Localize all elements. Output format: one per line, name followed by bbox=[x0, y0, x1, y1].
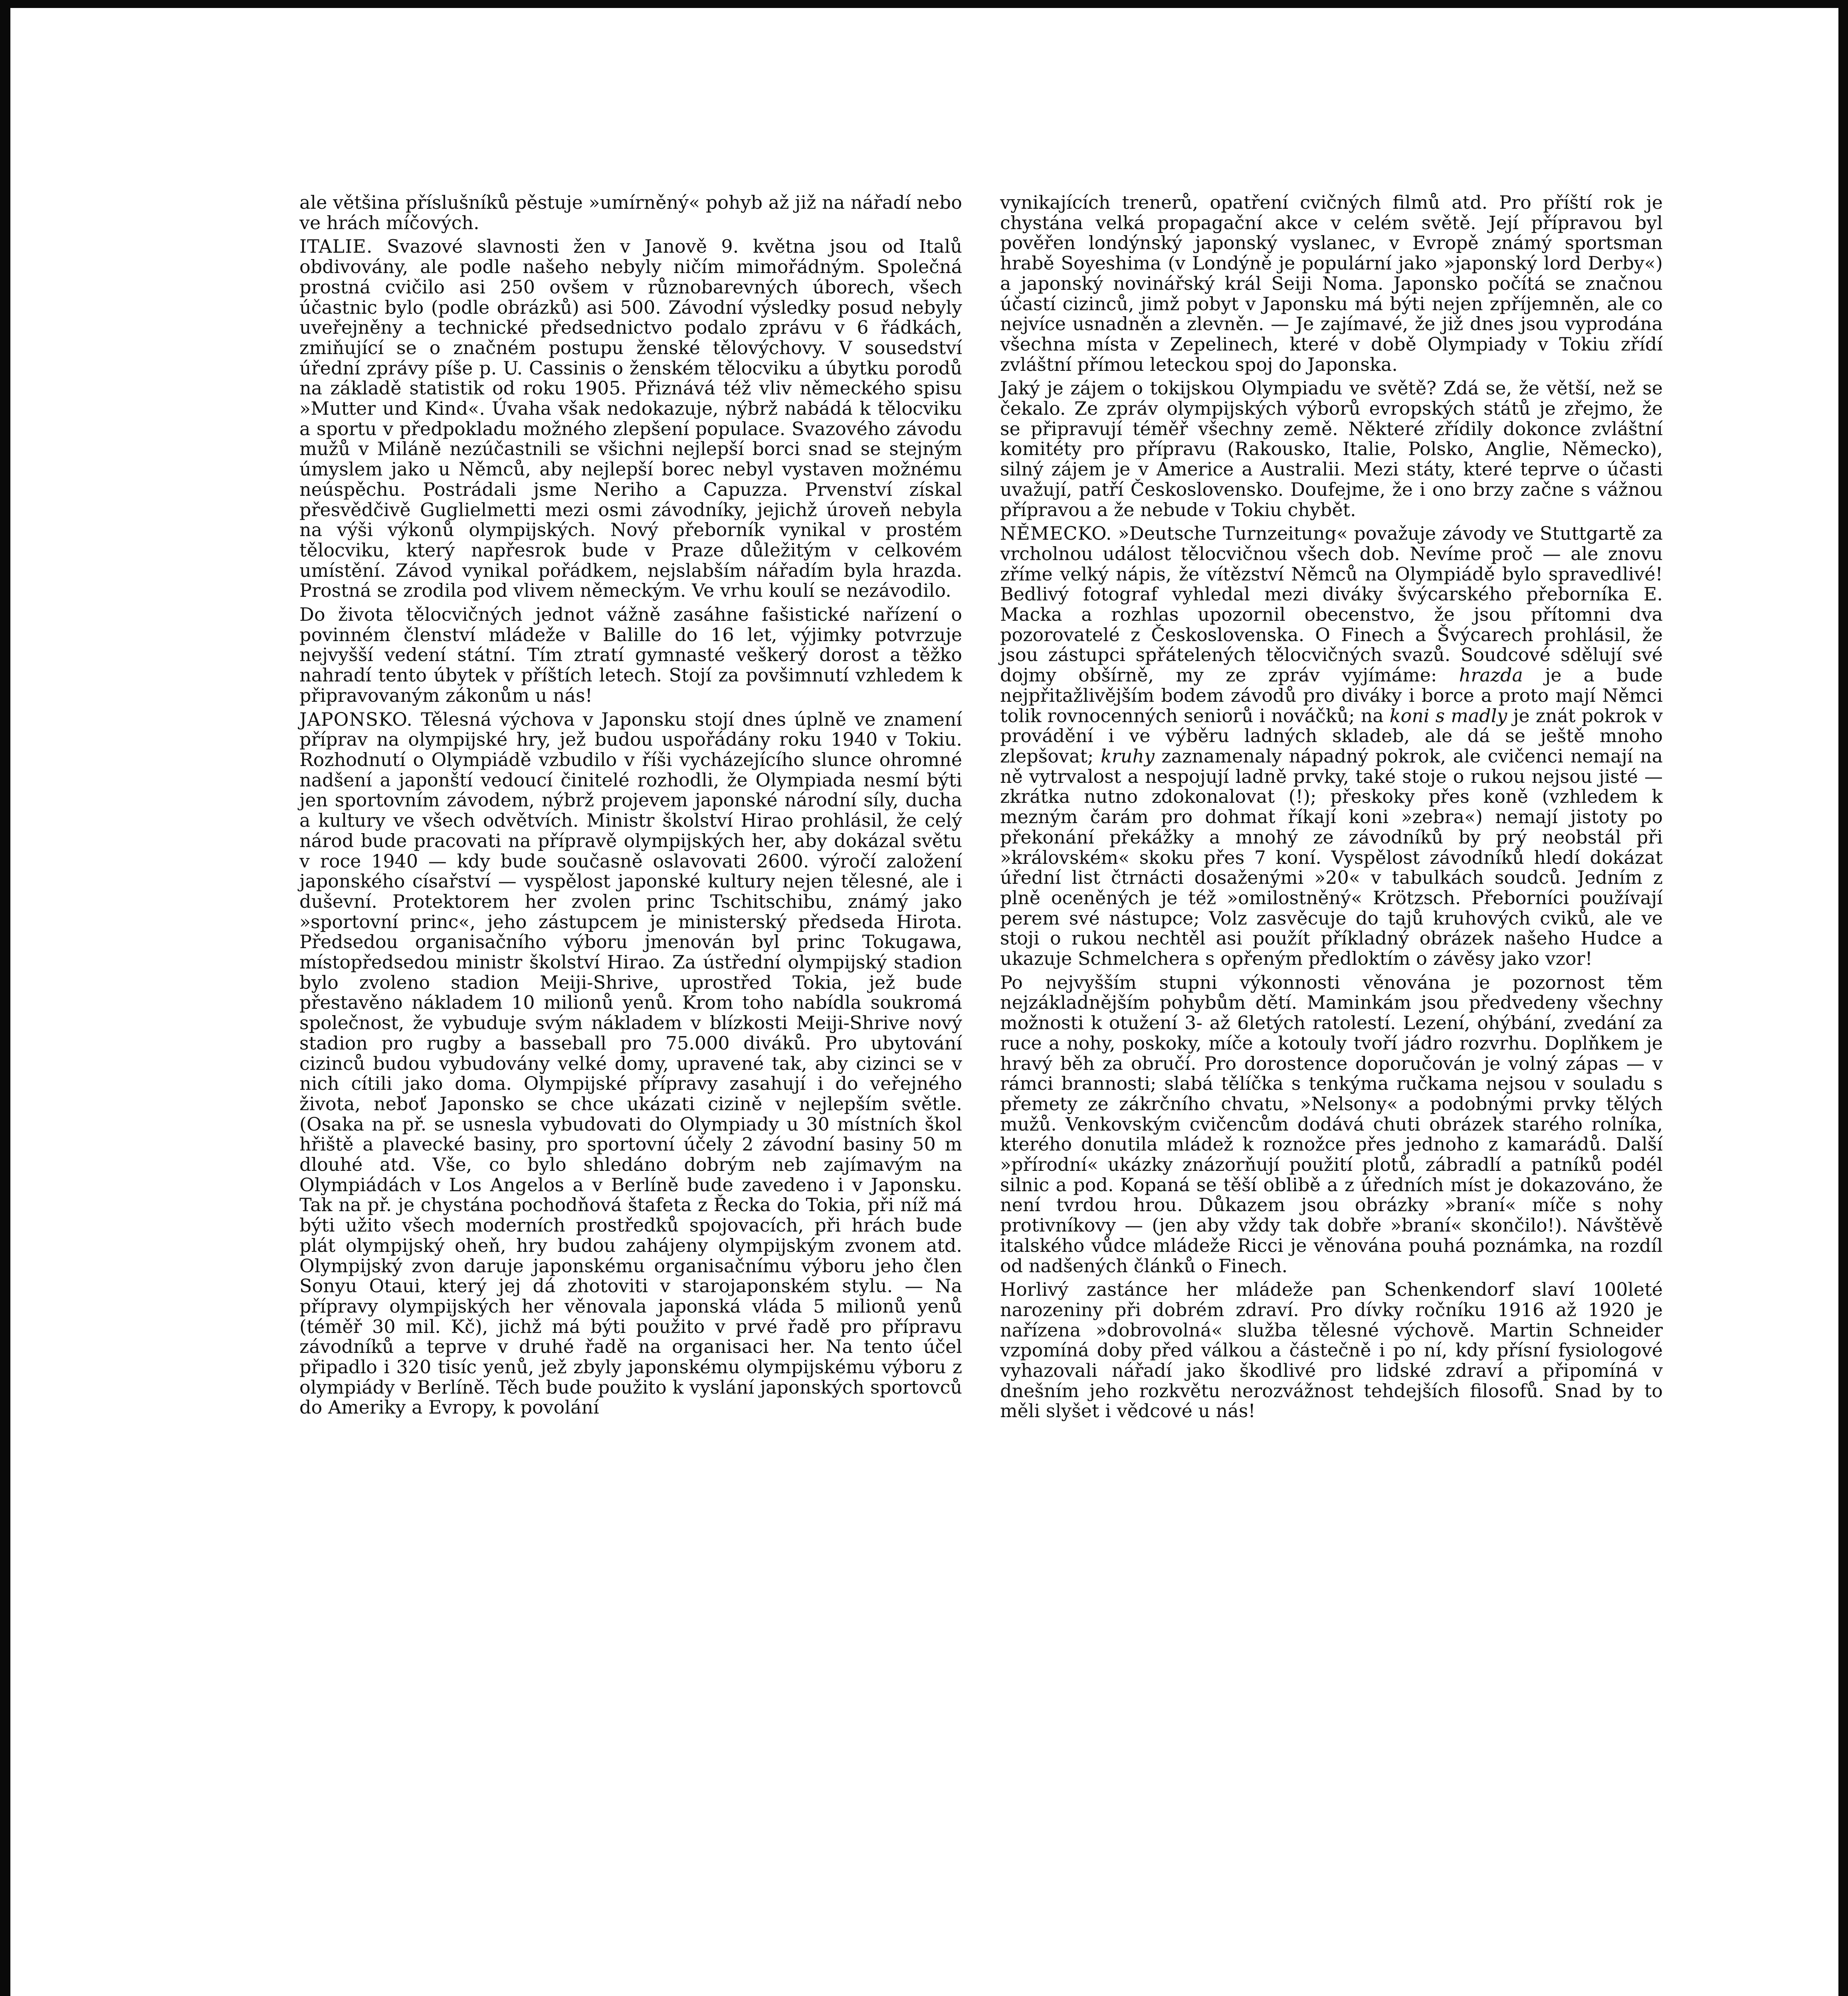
paragraph-zajem-olympiada bbox=[1000, 378, 1663, 520]
section-heading-japonsko: JAPONSKO. bbox=[299, 708, 413, 730]
paragraph-text: Horlivý zastánce her mládeže pan Schenkendorf slaví 100leté narozeniny při dobrém zdraví. Pro dívky ročníku 1916 až 1920 je nařízena »dobrovolná« služba tělesné výchově. Martin Schneider vzpomíná doby před válkou a částečně i po ní, kdy přísní fysiologové vyhazovali nářadí jako škodlivé pro lidské zdraví a připomíná v dnešním jeho rozkvětu nerozvážnost tehdejších filosofů. Snad by to měli slyšet i vědcové u nás! bbox=[1000, 1279, 1663, 1422]
paragraph-continuation bbox=[299, 192, 962, 233]
section-text-italie: Svazové slavnosti žen v Janově 9. května jsou od Italů obdivovány, ale podle našeho nebyly ničím mimořádným. Společná prostná cvičilo asi 250 ovšem v různobarevných úborech, všech účastnic bylo (podle obrázků) asi 500. Závodní výsledky posud nebyly uveřejněny a technické předsednictvo podalo zprávu v 6 řádkách, zmiňující se o značném postupu ženské tělovýchovy. V sousedství úřední zprávy píše p. U. Cassinis o ženském tělocviku a úbytku porodů na základě statistik od roku 1905. Přiznává též vliv německého spisu »Mutter und Kind«. Úvaha však nedokazuje, nýbrž nabádá k tělocviku a sportu v předpokladu možného zlepšení populace. Svazového závodu mužů v Miláně nezúčastnili se všichni nejlepší borci snad se stejným úmyslem jako u Němců, aby nejlepší borec nebyl vystaven možnému neúspěchu. Postrádali jsme Neriho a Capuzza. Prvenství získal přesvědčivě Guglielmetti mezi osmi závodníky, jejichž úroveň nebyla na výši výkonů olympijských. Nový přeborník vynikal v prostém tělocviku, který napřesrok bude v Praze důležitým v celkovém umístění. Závod vynikal pořádkem, nejslabším nářadím byla hrazda. Prostná se zrodila pod vlivem německým. Ve vrhu koulí se nezávodilo. bbox=[299, 236, 962, 602]
emphasis-kruhy: kruhy bbox=[1100, 745, 1155, 767]
paragraph-text: Po nejvyšším stupni výkonnosti věnována je pozornost těm nejzákladnějším pohybům dětí. Maminkám jsou předvedeny všechny možnosti k otužení 3- až 6letých ratolestí. Lezení, ohýbání, zvedání za ruce a nohy, poskoky, míče a kotouly tvoří jádro rozvrhu. Doplňkem je hravý běh za obručí. Pro dorostence doporučován je volný zápas — v rámci brannosti; slabá tělíčka s tenkýma ručkama nejsou v souladu s přemety ze zákrčního chvatu, »Nelsony« a podobnými prvky tělých mužů. Venkovským cvičencům dodává chuti obrázek starého rolníka, kterého donutila mládež k roznožce přes jednoho z kamarádů. Další »přírodní« ukázky znázorňují použití plotů, zábradlí a patníků podél silnic a pod. Kopaná se těší oblibě a z úředních míst je dokazováno, že není tvrdou hrou. Důkazem jsou obrázky »braní« míče s nohy protivníkovy — (jen aby vždy tak dobře »braní« skončilo!). Návštěvě italského vůdce mládeže Ricci je věnována pouhá poznámka, na rozdíl od nadšených článků o Finech. bbox=[1000, 971, 1663, 1277]
section-heading-italie: ITALIE. bbox=[299, 236, 373, 257]
section-italie bbox=[299, 236, 962, 601]
paragraph-text: Do života tělocvičných jednot vážně zasáhne fašistické nařízení o povinném členství mládeže v Balille do 16 let, výjimky potvrzuje nejvyšší vedení státní. Tím ztratí gymnasté veškerý dorost a těžko nahradí tento úbytek v příštích letech. Stojí za povšimnutí vzhledem k připravovaným zákonům u nás! bbox=[299, 604, 962, 706]
paragraph-balilla bbox=[299, 604, 962, 706]
paragraph-schenkendorf bbox=[1000, 1279, 1663, 1421]
paragraph-text: ale většina příslušníků pěstuje »umírněný« pohyb až již na nářadí nebo ve hrách míčových. bbox=[299, 192, 962, 234]
emphasis-hrazda: hrazda bbox=[1459, 664, 1523, 686]
section-text-nemecko-a: »Deutsche Turnzeitung« považuje závody ve Stuttgartě za vrcholnou událost tělocvičnou všech dob. Nevíme proč — ale znovu zříme velký nápis, že vítězství Němců na Olympiádě bylo spravedlivé! Bedlivý fotograf vyhledal mezi diváky švýcarského přeborníka E. Macka a rozhlas upozornil obecenstvo, že jsou přítomni dva pozorovatelé z Československa. O Finech a Švýcarech prohlásil, že jsou zástupci spřátelených tělocvičných svazů. Soudcové sdělují své dojmy obšírně, my ze zpráv vyjímáme: bbox=[1000, 523, 1663, 686]
section-text-nemecko-b: je a bude nejpřitažlivějším bodem závodů pro diváky i borce a proto mají Němci tolik rovnocenných seniorů i nováčků; na bbox=[1000, 664, 1663, 727]
right-column bbox=[1000, 192, 1663, 1425]
left-column bbox=[299, 192, 962, 1421]
paragraph-japonsko-continued bbox=[1000, 192, 1663, 374]
section-text-japonsko: Tělesná výchova v Japonsku stojí dnes úplně ve znamení příprav na olympijské hry, jež budou uspořádány roku 1940 v Tokiu. Rozhodnutí o Olympiádě vzbudilo v říši vycházejícího slunce ohromné nadšení a japonští vedoucí činitelé rozhodli, že Olympiada nesmí býti jen sportovním závodem, nýbrž projevem japonské národní síly, ducha a kultury ve všech odvětvích. Ministr školství Hirao prohlásil, že celý národ bude pracovati na přípravě olympijských her, aby dokázal světu v roce 1940 — kdy bude současně oslavovati 2600. výročí založení japonského císařství — vyspělost japonské kultury nejen tělesné, ale i duševní. Protektorem her zvolen princ Tschitschibu, známý jako »sportovní princ«, jeho zástupcem je ministerský předseda Hirota. Předsedou organisačního výboru jmenován byl princ Tokugawa, místopředsedou ministr školství Hirao. Za ústřední olympijský stadion bylo zvoleno stadion Meiji-Shrive, uprostřed Tokia, jež bude přestavěno nákladem 10 milionů yenů. Krom toho nabídla soukromá společnost, že vybuduje svým nákladem v blízkosti Meiji-Shrive nový stadion pro rugby a basseball pro 75.000 diváků. Pro ubytování cizinců budou vybudovány velké domy, upravené tak, aby cizinci se v nich cítili jako doma. Olympijské přípravy zasahují i do veřejného života, neboť Japonsko se chce ukázati cizině v nejlepším světle. (Osaka na př. se usnesla vybudovati do Olympiady u 30 místních škol hřiště a plavecké basiny, pro sportovní účely 2 závodní basiny 50 m dlouhé atd. Vše, co bylo shledáno dobrým neb zajímavým na Olympiádách v Los Angelos a v Berlíně bude zavedeno i v Japonsku. Tak na př. je chystána pochodňová štafeta z Řecka do Tokia, při níž má býti užito všech moderních prostředků spojovacích, při hrách bude plát olympijský oheň, hry budou zahájeny olympijským zvonem atd. Olympijský zvon daruje japonskému organisačnímu výboru jeho člen Sonyu Otaui, který jej dá zhotoviti v starojaponském stylu. — Na přípravy olympijských her věnovala japonská vláda 5 milionů yenů (téměř 30 mil. Kč), jichž má býti použito v prvé řadě pro přípravu závodníků a teprve v druhé řadě na organisaci her. Na tento účel připadlo i 320 tisíc yenů, jež zbyly japonskému olympijskému výboru z olympiády v Berlíně. Těch bude použito k vyslání japonských sportovců do Ameriky a Evropy, k povolání bbox=[299, 708, 962, 1418]
section-text-nemecko-c: je znát pokrok v provádění i ve výběru ladných skladeb, ale dá se ještě mnoho zlepšovat; bbox=[1000, 705, 1663, 767]
section-text-nemecko-d: zaznamenaly nápadný pokrok, ale cvičenci nemají na ně vytrvalost a nespojují ladně prvky, také stoje o rukou nejsou jisté — zkrátka nutno zdokonalovat (!); přeskoky přes koně (vzhledem k mezným čarám pro dohmat říkají koni »zebra«) nemají jistoty po překonání překážky a mnohý ze závodníků by prý neobstál při »královském« skoku přes 7 koní. Vyspělost závodníků hledí dokázat úřední list čtrnácti dosaženými »20« v tabulkách soudců. Jedním z plně oceněných je též »omilostněný« Krötzsch. Přeborníci používají perem své nástupce; Volz zasvěcuje do tajů kruhových cviků, ale ve stoji o rukou nechtěl asi použít příkladný obrázek našeho Hudce a ukazuje Schmelchera s opřeným předloktím o závěsy jako vzor! bbox=[1000, 745, 1663, 970]
paragraph-text: Jaký je zájem o tokijskou Olympiadu ve světě? Zdá se, že větší, než se čekalo. Ze zpráv olympijských výborů evropských států je zřejmo, že se připravují téměř všechny země. Některé zřídily dokonce zvláštní komitéty pro přípravu (Rakousko, Italie, Polsko, Anglie, Německo), silný zájem je v Americe a Australii. Mezi státy, které teprve o účasti uvažují, patří Československo. Doufejme, že i ono brzy začne s vážnou přípravou a že nebude v Tokiu chybět. bbox=[1000, 377, 1663, 521]
emphasis-koni-s-madly: koni s madly bbox=[1389, 705, 1507, 727]
section-heading-nemecko: NĚMECKO. bbox=[1000, 523, 1112, 545]
section-japonsko bbox=[299, 709, 962, 1418]
paragraph-text: vynikajících trenerů, opatření cvičných filmů atd. Pro příští rok je chystána velká propagační akce v celém světě. Její přípravou byl pověřen londýnský japonský vyslanec, v Evropě známý sportsman hrabě Soyeshima (v Londýně je populární jako »japonský lord Derby«) a japonský novinářský král Seiji Noma. Japonsko počítá se značnou účastí cizinců, jimž pobyt v Japonsku má býti nejen zpříjemněn, ale co nejvíce usnadněn a zlevněn. — Je zajímavé, že již dnes jsou vyprodána všechna místa v Zepelinech, které v době Olympiady v Tokiu zřídí zvláštní přímou leteckou spoj do Japonska. bbox=[1000, 192, 1663, 375]
section-nemecko bbox=[1000, 523, 1663, 968]
paragraph-deti bbox=[1000, 972, 1663, 1276]
